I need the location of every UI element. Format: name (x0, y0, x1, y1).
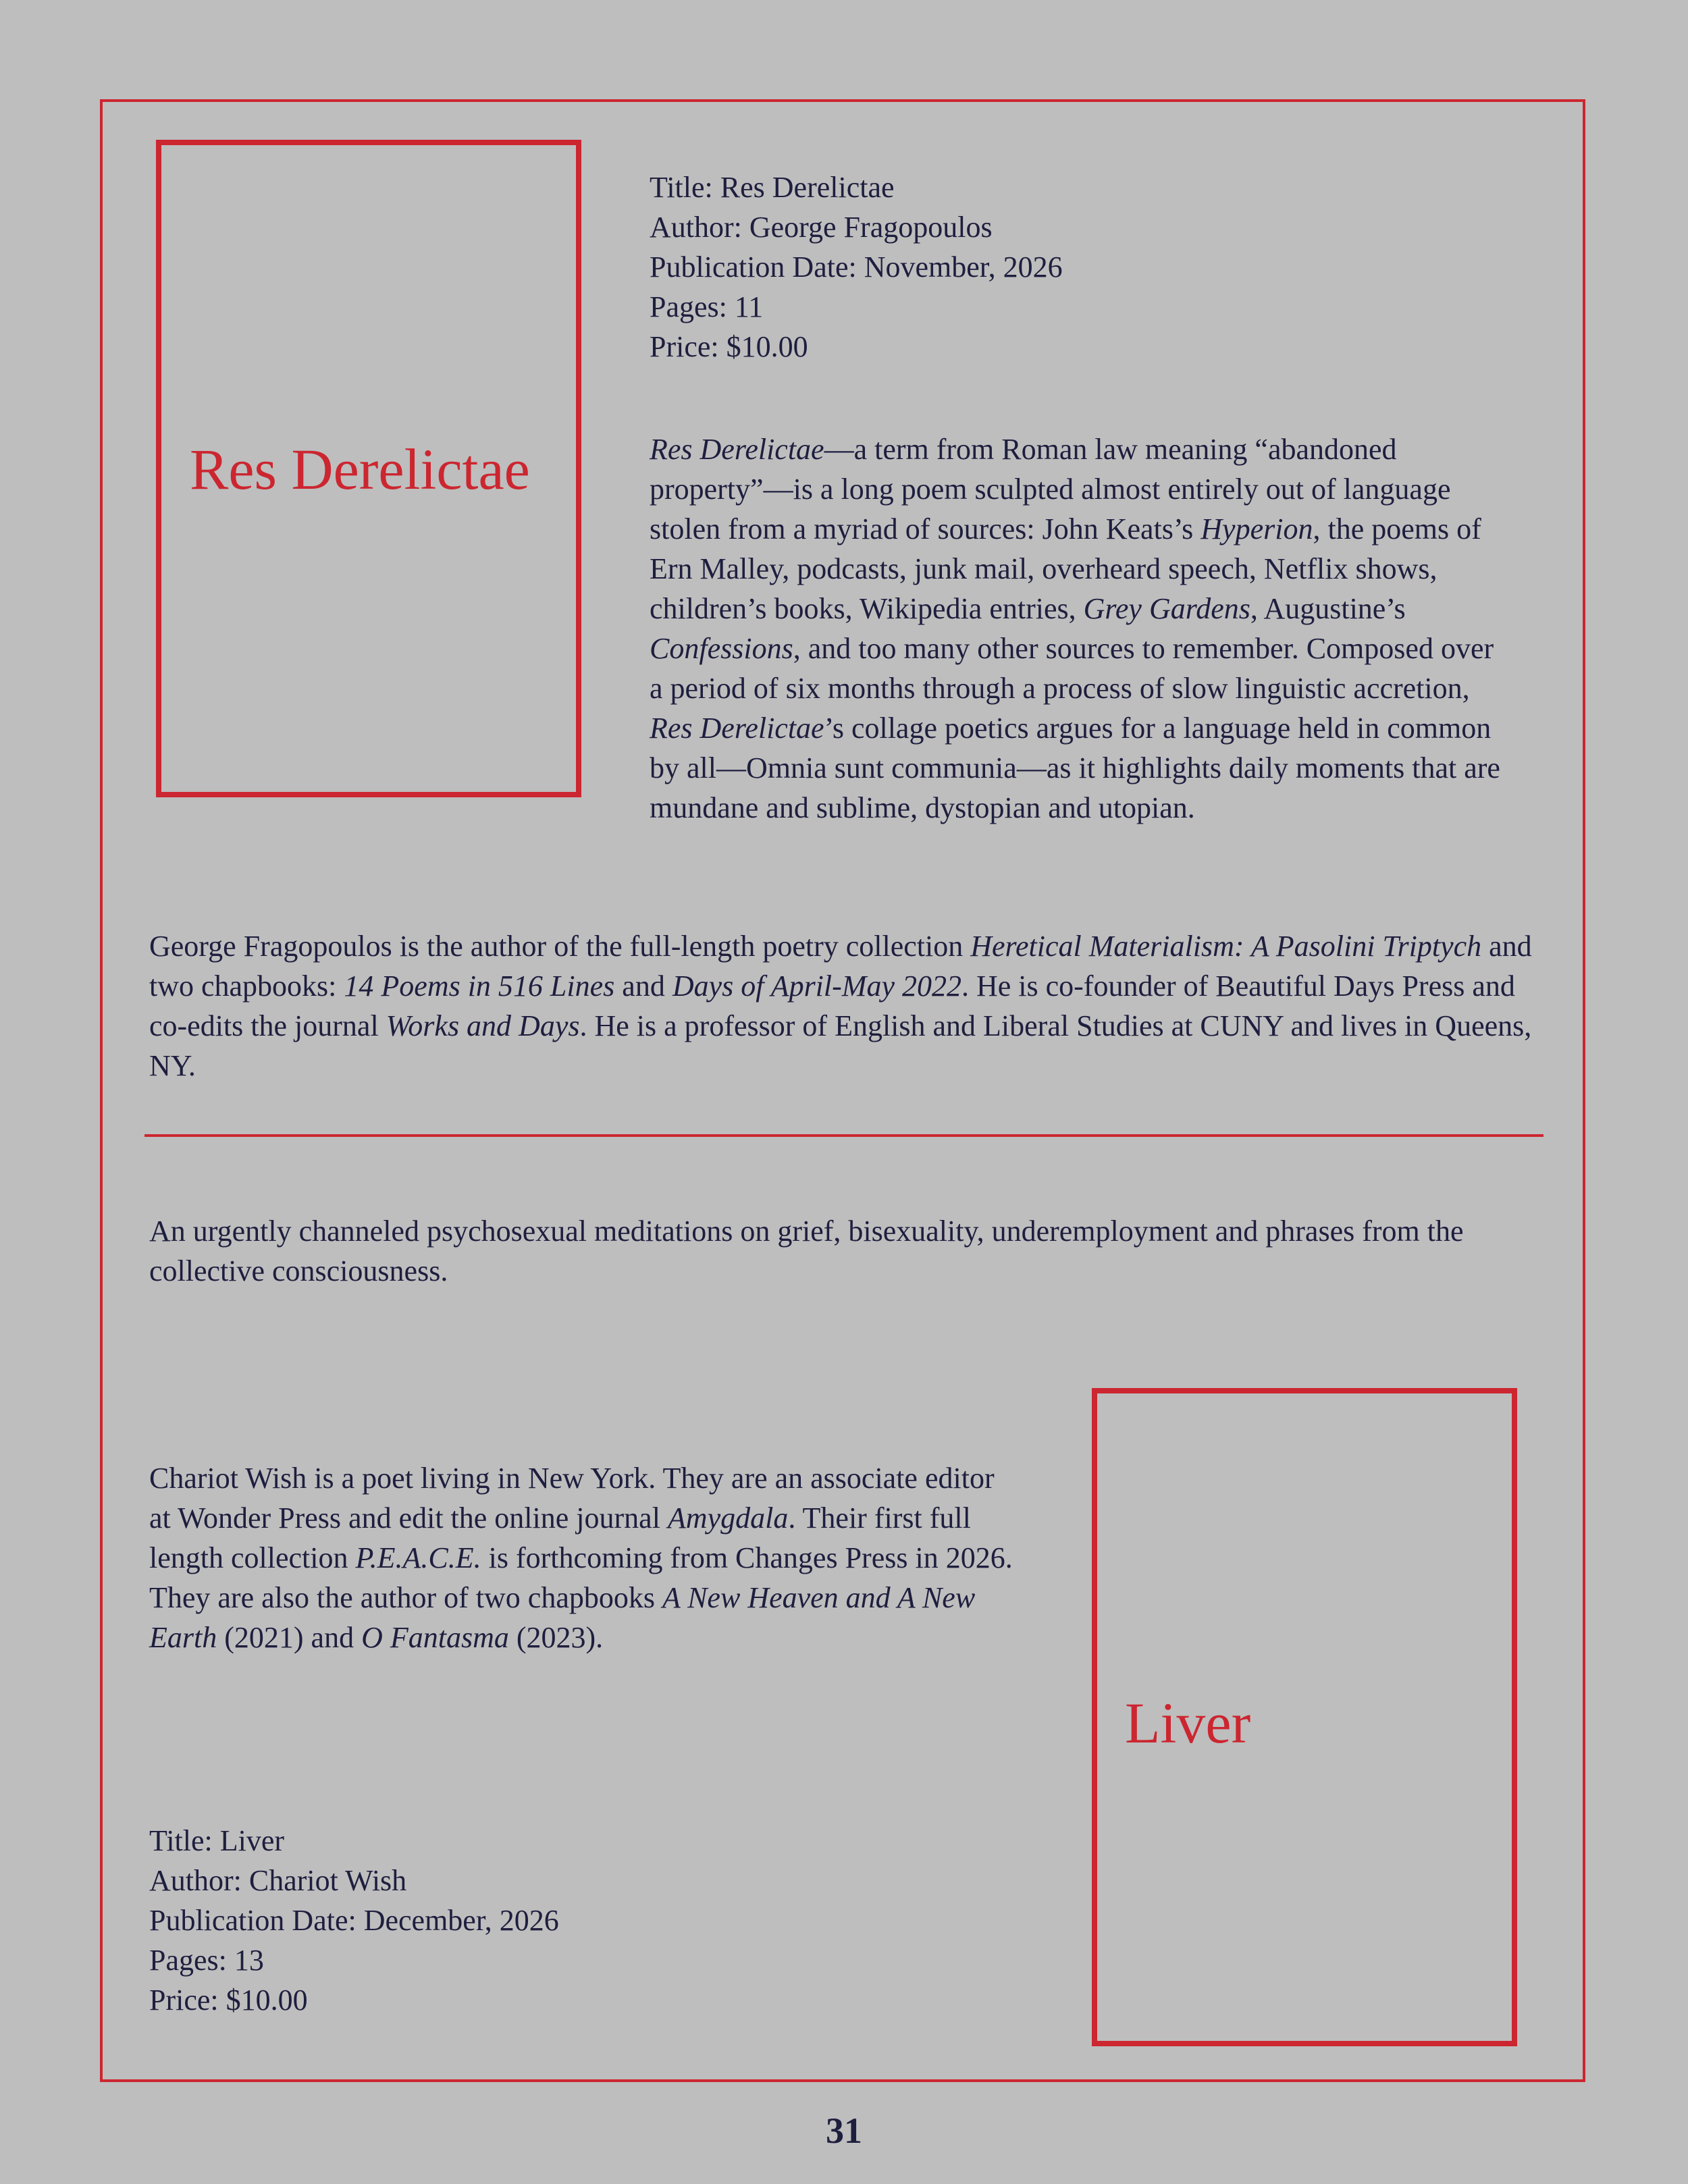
book1-price: Price: $10.00 (650, 330, 808, 363)
book1-publication-date: Publication Date: November, 2026 (650, 250, 1063, 284)
text-run: George Fragopoulos is the author of the full-length poetry collection (149, 930, 971, 963)
text-run: Chariot Wish is a poet living in New York. They are an associate editor at Wonder Press and edit the online journal (149, 1462, 995, 1535)
italic-title: P.E.A.C.E. (355, 1541, 481, 1574)
text-run: is forthcoming from Changes Press in 2026. They are also the author of two chapbooks (149, 1541, 1013, 1614)
book1-title: Title: Res Derelictae (650, 171, 895, 204)
text-run: —a term from Roman law meaning “abandoned property”—is a long poem sculpted almost entirely out of language stolen from a myriad of sources: John Keats’s (650, 433, 1451, 545)
book2-author: Author: Chariot Wish (149, 1864, 407, 1897)
book1-cover-title: Res Derelictae (190, 437, 530, 502)
text-run: , and too many other sources to remember. Composed over a period of six months through a process of slow linguistic accretion, (650, 632, 1494, 705)
italic-title: Grey Gardens (1083, 592, 1250, 625)
italic-title: O Fantasma (361, 1621, 509, 1654)
book1-author: Author: George Fragopoulos (650, 211, 993, 244)
text-run: (2023). (508, 1621, 604, 1654)
italic-title: Confessions (650, 632, 793, 665)
italic-title: Works and Days (386, 1009, 580, 1042)
book2-blurb: An urgently channeled psychosexual meditations on grief, bisexuality, underemployment and phrases from the collective consciousness. (149, 1215, 1464, 1287)
book1-author-bio (149, 926, 1550, 1086)
text-run: and two chapbooks: (149, 930, 1532, 1003)
book1-pages: Pages: 11 (650, 290, 764, 323)
book1-description (650, 429, 1507, 828)
italic-title: 14 Poems in 516 Lines (344, 969, 615, 1003)
italic-title: Days of April-May 2022 (672, 969, 961, 1003)
book2-title: Title: Liver (149, 1824, 285, 1857)
text-run: . Their first full length collection (149, 1501, 971, 1574)
italic-title: Heretical Materialism: A Pasolini Triptych (970, 930, 1482, 963)
book2-price: Price: $10.00 (149, 1983, 308, 2017)
italic-title: Res Derelictae (650, 433, 824, 466)
italic-title: A New Heaven and A New Earth (149, 1581, 976, 1654)
text-run: , the poems of Ern Malley, podcasts, junk mail, overheard speech, Netflix shows, children’s books, Wikipedia entries, (650, 512, 1481, 625)
book2-metadata (149, 1821, 559, 2020)
text-run: , Augustine’s (1250, 592, 1406, 625)
text-run: (2021) and (217, 1621, 362, 1654)
section-divider (144, 1134, 1544, 1137)
italic-title: Res Derelictae (650, 712, 824, 745)
book2-author-bio (149, 1458, 1020, 1657)
book2-cover-title: Liver (1125, 1690, 1251, 1755)
text-run: and (614, 969, 672, 1003)
italic-title: Amygdala (667, 1501, 789, 1535)
page-number: 31 (826, 2110, 862, 2151)
italic-title: Hyperion (1201, 512, 1313, 545)
book1-metadata (650, 167, 1063, 367)
text-run: . He is a professor of English and Liberal Studies at CUNY and lives in Queens, NY. (149, 1009, 1532, 1082)
book2-pages: Pages: 13 (149, 1944, 264, 1977)
text-run: . He is co-founder of Beautiful Days Press and co-edits the journal (149, 969, 1515, 1042)
book2-publication-date: Publication Date: December, 2026 (149, 1904, 559, 1937)
text-run: ’s collage poetics argues for a language held in common by all—Omnia sunt communia—as it highlights daily moments that are mundane and sublime, dystopian and utopian. (650, 712, 1500, 824)
